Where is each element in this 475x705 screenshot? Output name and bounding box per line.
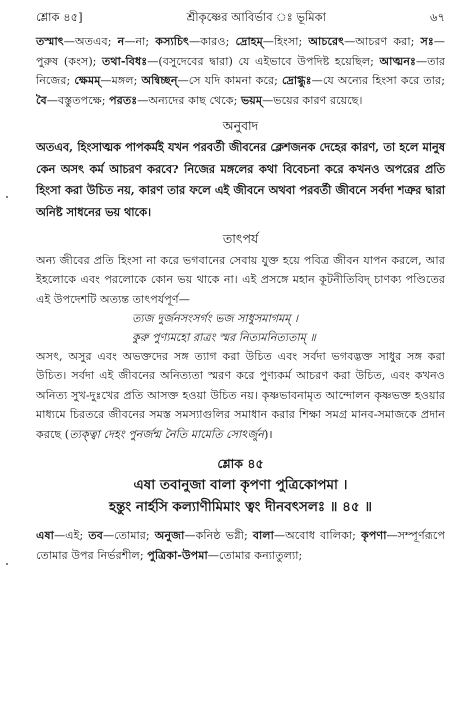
synonym-word: বৈ — [36, 92, 47, 107]
verse-block — [36, 454, 445, 518]
margin-dot — [6, 563, 8, 565]
synonym-meaning: —যে অন্যের হিংসা করে তার; — [311, 74, 445, 88]
purport-heading: তাৎপর্য — [222, 231, 259, 247]
synonym-meaning: —অবোধ বালিকা; — [273, 529, 362, 543]
synonym-meaning: —এই; — [53, 529, 89, 543]
purport-paragraph-2 — [36, 347, 445, 444]
synonym-word: এষা — [36, 528, 54, 543]
quote-line-2: কুরু পুণ্যমহো রাত্রং স্মর নিত্যমনিত্যতাম্ ॥ — [132, 331, 316, 345]
synonym-meaning: —তার নিজের; — [36, 54, 445, 88]
purport-paragraph-2-end: )। — [264, 427, 273, 441]
quote-line-1: ত্যজ দুর্জনসংসর্গং ভজ সাধুসমাগমম্ । — [132, 312, 299, 326]
verse-line-2: হন্তুং নার্হসি কল্যাণীমিমাং ত্বং দীনবৎসলঃ ॥ ৪৫ ॥ — [108, 499, 372, 516]
translation-heading: অনুবাদ — [222, 118, 259, 134]
header-verse-ref: শ্লোক ৪৫] — [36, 10, 83, 24]
translation-text: অতএব, হিংসাত্মক পাপকর্মই যখন পরবর্তী জীবনের ক্লেশজনক দেহের কারণ, তা হলে মানুষ কেন অসৎ কর্ম আচরণ করবে? নিজের মঙ্গলের কথা বিবেচনা করে কখনও অপরের প্রতি হিংসা করা উচিত নয়, কারণ তার ফলে এই জীবনে অথবা পরবর্তী জীবনে সর্বদা শত্রুর দ্বারা অনিষ্ট সাধনের ভয় থাকে। — [36, 140, 445, 219]
synonym-word: কস্যচিৎ — [155, 34, 189, 49]
synonym-meaning: —অতএব; — [63, 35, 118, 49]
header-page-number: ৬৭ — [430, 10, 445, 24]
page-header — [36, 8, 445, 27]
synonym-word: দ্রোগ্ধুঃ — [281, 73, 312, 88]
synonym-meaning: —না; — [124, 35, 156, 49]
synonym-meaning: —সম্পূর্ণরূপে তোমার উপর নির্ভরশীল; — [36, 529, 446, 562]
purport-gita-quote: ত্যক্ত্বা দেহং পুনর্জন্ম নৈতি মামেতি সোঽর্জুন — [69, 427, 264, 441]
verse-heading: শ্লোক ৪৫ — [217, 456, 264, 472]
synonym-word: কৃপণা — [361, 528, 387, 543]
synonym-word: আচরেৎ — [308, 34, 345, 49]
synonym-meaning: —(বসুদেবের দ্বারা) যে এইভাবে উপদিষ্ট হয়েছিল; — [147, 54, 380, 68]
synonym-word: তস্মাৎ — [36, 34, 64, 49]
verse-line-1: এষা তবানুজা বালা কৃপণা পুত্রিকোপমা । — [133, 477, 348, 494]
synonym-word: ক্ষেমম্ — [74, 73, 101, 88]
purport-paragraph-1: অন্য জীবের প্রতি হিংসা না করে ভগবানের সেবায় যুক্ত হয়ে পবিত্র জীবন যাপন করলে, আর ইহলোকে এবং পরলোকে কোন ভয় থাকে না। এই প্রসঙ্গে মহান কূটনীতিবিদ্ চাণক্য পণ্ডিতের এই উপদেশটি অত্যন্ত তাৎপর্যপূর্ণ— — [36, 253, 445, 306]
synonym-word: ভয়ম্ — [240, 92, 263, 107]
synonym-meaning: —কারও; — [188, 35, 236, 49]
synonym-word: অনুজা — [154, 528, 185, 543]
synonyms-paragraph — [36, 32, 445, 110]
synonym-meaning: —কনিষ্ঠ ভগ্নী; — [184, 529, 253, 543]
synonym-meaning: —আচরণ করা; — [344, 35, 421, 49]
synonym-meaning: —ভয়ের কারণ রয়েছে। — [262, 93, 363, 107]
synonym-word: পুত্রিকা-উপমা — [147, 547, 208, 562]
synonym-word: আত্মনঃ — [379, 53, 417, 68]
synonym-meaning: —অন্যদের কাছ থেকে; — [137, 93, 241, 107]
synonym-word: সঃ — [420, 34, 434, 49]
margin-dot — [6, 196, 8, 198]
synonym-meaning: —পুরুষ (কংস); — [36, 35, 445, 68]
synonym-word: অন্বিচ্ছন্ — [141, 73, 178, 88]
synonym-word: ন — [117, 34, 125, 49]
synonym-meaning: —সে যদি কামনা করে; — [177, 74, 282, 88]
synonym-word: তব — [88, 528, 103, 543]
synonym-meaning: —তোমার কন্যাতুল্যা; — [207, 548, 303, 562]
synonym-meaning: —বস্তুতপক্ষে; — [46, 93, 110, 107]
header-chapter-title: শ্রীকৃষ্ণের আবির্ভাব ঃ ভূমিকা — [186, 10, 327, 24]
synonym-meaning: —তোমার; — [102, 529, 155, 543]
synonym-word: দ্রোহম্ — [235, 34, 263, 49]
synonym-meaning: —হিংসা; — [262, 35, 309, 49]
synonyms-paragraph-verse-45 — [36, 526, 445, 565]
synonym-word: বালা — [252, 528, 274, 543]
purport-paragraph-2-text: অসৎ, অসুর এবং অভক্তদের সঙ্গ ত্যাগ করা উচিত এবং সর্বদা ভগবদ্ভক্ত সাধুর সঙ্গ করা উচিত। সর্বদা এই জীবনের অনিত্যতা স্মরণ করে পুণ্যকর্ম আচরণ করা উচিত, এবং কখনও অনিত্য সুখ-দুঃখের প্রতি আসক্ত হওয়া উচিত নয়। কৃষ্ণভাবনামৃত আন্দোলন কৃষ্ণভক্ত হওয়ার মাধ্যমে চিরতরে জীবনের সমস্ত সমস্যাগুলির সমাধান করার শিক্ষা সমগ্র মানব-সমাজকে প্রদান করছে ( — [36, 350, 445, 441]
synonym-word: তথা-বিধঃ — [102, 53, 148, 68]
synonym-word: পরতঃ — [109, 92, 138, 107]
synonym-meaning: —মঙ্গল; — [100, 74, 142, 88]
